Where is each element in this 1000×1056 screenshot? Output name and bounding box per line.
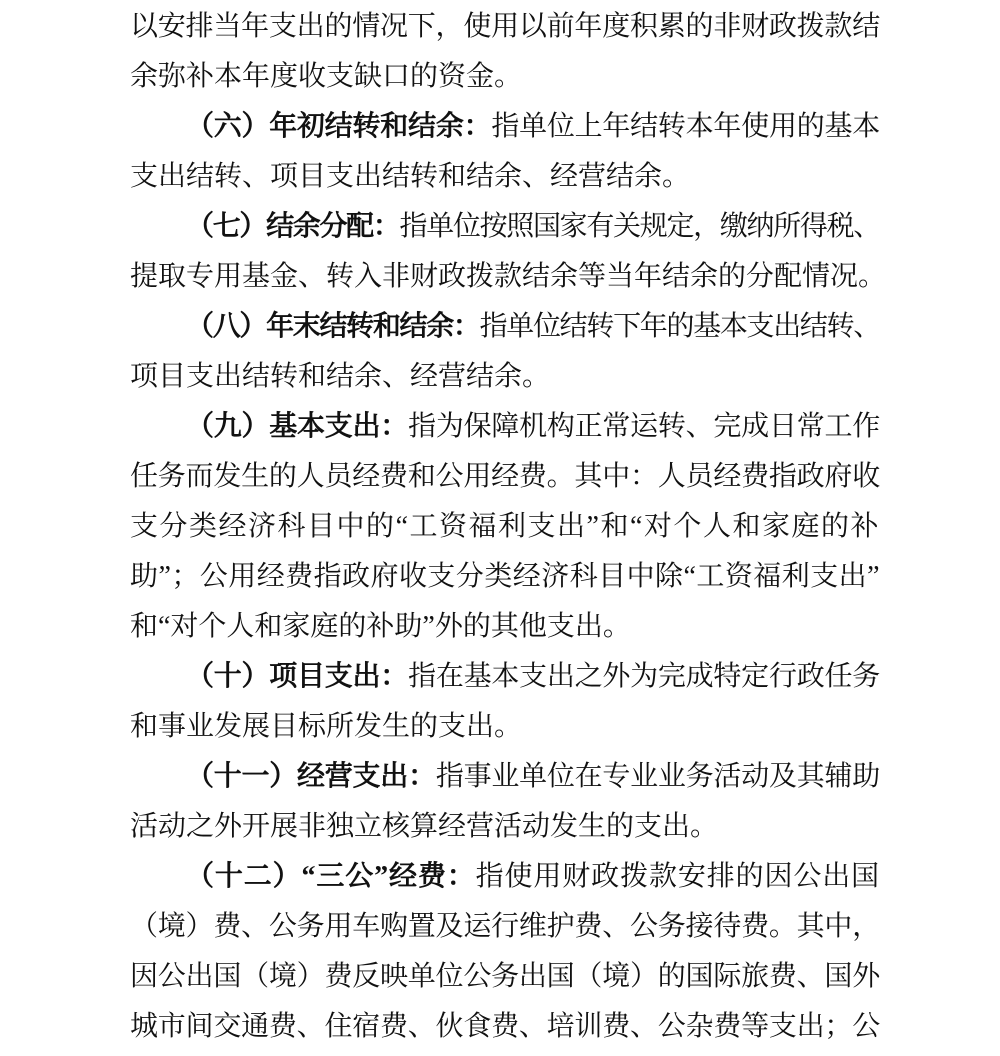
text-line-content xyxy=(186,752,880,802)
text-line-content xyxy=(130,552,880,602)
term-heading: （七）结余分配： xyxy=(186,211,400,242)
text-line xyxy=(130,152,880,202)
text-line xyxy=(130,2,880,52)
body-text: （境）费、公务用车购置及运行维护费、公务接待费。其中， xyxy=(130,911,880,942)
term-heading: （十一）经营支出： xyxy=(186,761,436,792)
term-heading: （十二）“三公”经费： xyxy=(186,861,476,892)
body-text: 任务而发生的人员经费和公用经费。其中：人员经费指政府收 xyxy=(130,461,880,492)
text-line xyxy=(130,952,880,1002)
text-line xyxy=(130,502,880,552)
text-line-content xyxy=(130,802,718,852)
body-text: 指为保障机构正常运转、完成日常工作 xyxy=(408,411,880,442)
text-line-content xyxy=(130,502,880,552)
paragraph-term-8 xyxy=(130,302,880,402)
text-line-content xyxy=(130,352,550,402)
text-line xyxy=(130,752,880,802)
text-line-content xyxy=(130,1002,880,1052)
body-text: 项目支出结转和结余、经营结余。 xyxy=(130,361,551,392)
paragraph-term-11 xyxy=(130,752,880,852)
text-line-content xyxy=(186,302,880,352)
text-line xyxy=(130,802,880,852)
body-text: 指单位按照国家有关规定，缴纳所得税、 xyxy=(399,211,880,242)
body-text: 城市间交通费、住宿费、伙食费、培训费、公杂费等支出；公 xyxy=(130,1011,880,1042)
text-line xyxy=(130,602,880,652)
body-text: 和“对个人和家庭的补助”外的其他支出。 xyxy=(130,611,631,642)
document-text-block xyxy=(130,2,887,1052)
text-line xyxy=(130,702,880,752)
body-text: 助”；公用经费指政府收支分类经济科目中除“工资福利支出” xyxy=(130,561,880,592)
text-line xyxy=(130,452,880,502)
body-text: 提取专用基金、转入非财政拨款结余等当年结余的分配情况。 xyxy=(130,261,887,292)
body-text: 指事业单位在专业业务活动及其辅助 xyxy=(435,761,880,792)
text-line xyxy=(130,102,880,152)
text-line-content xyxy=(186,102,880,152)
text-line xyxy=(130,52,880,102)
text-line xyxy=(130,352,880,402)
body-text: 指在基本支出之外为完成特定行政任务 xyxy=(408,661,880,692)
text-line-content xyxy=(186,202,880,252)
text-line-content xyxy=(130,902,880,952)
paragraph-term-6 xyxy=(130,102,880,202)
body-text: 余弥补本年度收支缺口的资金。 xyxy=(130,61,523,92)
text-line-content xyxy=(186,652,880,702)
term-heading: （八）年末结转和结余： xyxy=(186,311,480,342)
text-line xyxy=(130,252,887,302)
text-line xyxy=(130,1002,880,1052)
body-text: 和事业发展目标所发生的支出。 xyxy=(130,711,523,742)
text-line-content xyxy=(130,2,880,52)
text-line xyxy=(130,402,880,452)
paragraph-term-9 xyxy=(130,402,880,652)
text-line xyxy=(130,202,880,252)
body-text: 活动之外开展非独立核算经营活动发生的支出。 xyxy=(130,811,719,842)
text-line xyxy=(130,302,880,352)
paragraph-continuation xyxy=(130,2,880,102)
text-line-content xyxy=(186,402,880,452)
text-line xyxy=(130,852,880,902)
term-heading: （六）年初结转和结余： xyxy=(186,111,492,142)
body-text: 支出结转、项目支出结转和结余、经营结余。 xyxy=(130,161,691,192)
text-line xyxy=(130,902,880,952)
body-text: 指单位上年结转本年使用的基本 xyxy=(491,111,880,142)
paragraph-term-12 xyxy=(130,852,880,1052)
text-line-content xyxy=(130,602,631,652)
body-text: 指单位结转下年的基本支出结转、 xyxy=(479,311,880,342)
text-line xyxy=(130,552,880,602)
text-line-content xyxy=(130,952,880,1002)
term-heading: （九）基本支出： xyxy=(186,411,409,442)
text-line-content xyxy=(130,702,522,752)
body-text: 指使用财政拨款安排的因公出国 xyxy=(475,861,880,892)
body-text: 因公出国（境）费反映单位公务出国（境）的国际旅费、国外 xyxy=(130,961,880,992)
text-line-content xyxy=(130,52,522,102)
text-line-content xyxy=(130,452,880,502)
text-line xyxy=(130,652,880,702)
text-line-content xyxy=(130,252,886,302)
paragraph-term-7 xyxy=(130,202,887,302)
paragraph-term-10 xyxy=(130,652,880,752)
term-heading: （十）项目支出： xyxy=(186,661,409,692)
body-text: 以安排当年支出的情况下，使用以前年度积累的非财政拨款结 xyxy=(130,11,880,42)
text-line-content xyxy=(186,852,880,902)
text-line-content xyxy=(130,152,690,202)
body-text: 支分类经济科目中的“工资福利支出”和“对个人和家庭的补 xyxy=(130,511,880,542)
